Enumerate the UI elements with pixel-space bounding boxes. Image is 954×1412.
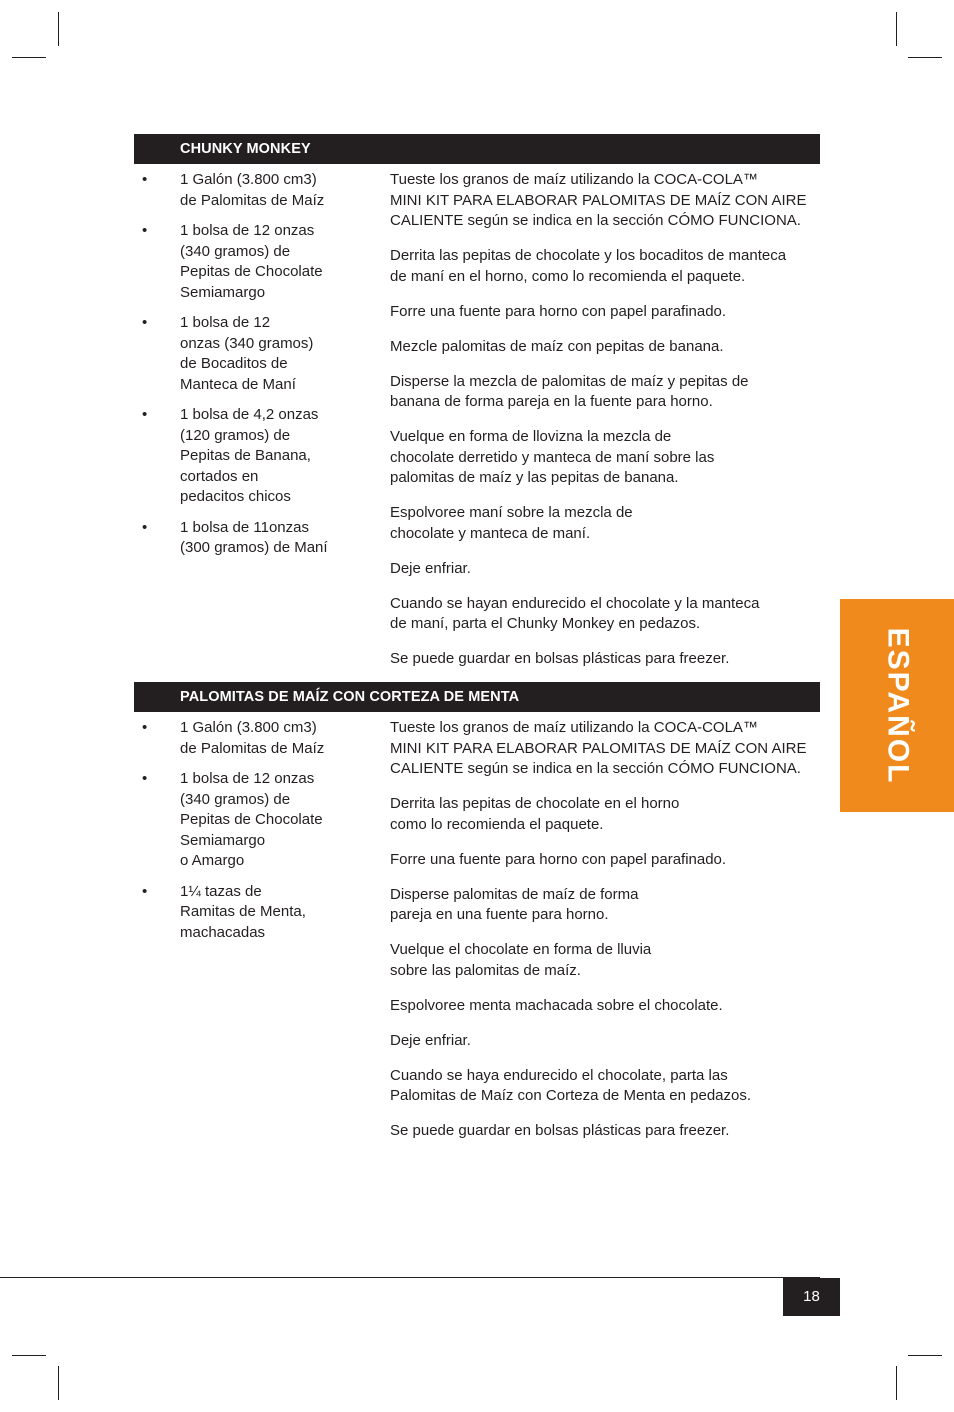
instruction-step: Se puede guardar en bolsas plásticas para freezer. [390,1122,730,1139]
bullet-icon: • [142,171,148,188]
ingredient-item: • 1 bolsa de 12 onzas (340 gramos) de Pepitas de Chocolate Semiamargo [142,222,323,301]
instruction-step: Deje enfriar. [390,559,471,577]
crop-mark [896,12,897,46]
footer-rule [0,1277,820,1278]
section-title-corteza-de-menta: PALOMITAS DE MAÍZ CON CORTEZA DE MENTA [134,682,820,712]
language-tab [840,599,954,812]
instruction-step: Tueste los granos de maíz utilizando la COCA-COLA™ MINI KIT PARA ELABORAR PALOMITAS DE MAÍZ CON AIRE CALIENTE según se indica en la sección CÓMO FUNCIONA. [390,171,807,229]
section-title-chunky-monkey: CHUNKY MONKEY [134,134,820,164]
instruction-step: Deje enfriar. [390,1031,471,1049]
instruction-step: Vuelque en forma de llovizna la mezcla de chocolate derretido y manteca de maní sobre las palomitas de maíz y las pepitas de banana. [390,428,715,486]
instruction-step: Mezcle palomitas de maíz con pepitas de banana. [390,337,724,355]
instruction-step: Disperse la mezcla de palomitas de maíz y pepitas de banana de forma pareja en la fuente para horno. [390,372,749,410]
bullet-icon: • [142,518,148,536]
ingredient-list [134,718,374,953]
instruction-step: Se puede guardar en bolsas plásticas para freezer. [390,650,730,667]
instruction-step: Cuando se haya endurecido el chocolate, parta las Palomitas de Maíz con Corteza de Menta en pedazos. [390,1066,752,1104]
instruction-step: Cuando se hayan endurecido el chocolate y la manteca de maní, parta el Chunky Monkey en pedazos. [390,594,760,632]
ingredient-item: • 1 bolsa de 4,2 onzas (120 gramos) de Pepitas de Banana, cortados en pedacitos chicos [142,406,319,505]
instruction-step: Espolvoree maní sobre la mezcla de chocolate y manteca de maní. [390,504,633,542]
crop-mark [896,1366,897,1400]
instruction-step: Derrita las pepitas de chocolate en el horno como lo recomienda el paquete. [390,795,680,833]
bullet-icon: • [142,314,148,331]
ingredient-item: • 1 Galón (3.800 cm3) de Palomitas de Maíz [142,171,325,209]
crop-mark [12,1355,46,1356]
instruction-step: Forre una fuente para horno con papel parafinado. [390,302,727,320]
ingredient-item: • 1¼ tazas de Ramitas de Menta, machacadas [142,882,306,941]
bullet-icon: • [142,770,148,787]
instruction-list [390,718,820,1156]
instruction-step: Forre una fuente para horno con papel parafinado. [390,850,727,868]
ingredient-item: • 1 Galón (3.800 cm3) de Palomitas de Maíz [142,719,325,757]
bullet-icon: • [142,882,148,900]
bullet-icon: • [142,406,148,423]
instruction-step: Disperse palomitas de maíz de forma pareja en una fuente para horno. [390,885,639,923]
instruction-step: Derrita las pepitas de chocolate y los bocaditos de manteca de maní en el horno, como lo recomienda el paquete. [390,247,787,285]
instruction-step: Vuelque el chocolate en forma de lluvia sobre las palomitas de maíz. [390,941,652,979]
instruction-step: Espolvoree menta machacada sobre el chocolate. [390,996,723,1014]
instruction-list [390,170,820,684]
language-tab-label: ESPAÑOL [881,627,915,784]
crop-mark [12,57,46,58]
bullet-icon: • [142,719,148,736]
crop-mark [908,57,942,58]
ingredient-list [134,170,374,569]
crop-mark [58,1366,59,1400]
crop-mark [58,12,59,46]
ingredient-item: • 1 bolsa de 12 onzas (340 gramos) de Bocaditos de Manteca de Maní [142,314,314,393]
ingredient-item: • 1 bolsa de 11onzas (300 gramos) de Maní [142,518,328,556]
page-number: 18 [783,1278,840,1316]
ingredient-item: • 1 bolsa de 12 onzas (340 gramos) de Pepitas de Chocolate Semiamargo o Amargo [142,770,323,869]
instruction-step: Tueste los granos de maíz utilizando la COCA-COLA™ MINI KIT PARA ELABORAR PALOMITAS DE MAÍZ CON AIRE CALIENTE según se indica en la sección CÓMO FUNCIONA. [390,719,807,777]
bullet-icon: • [142,222,148,239]
crop-mark [908,1355,942,1356]
